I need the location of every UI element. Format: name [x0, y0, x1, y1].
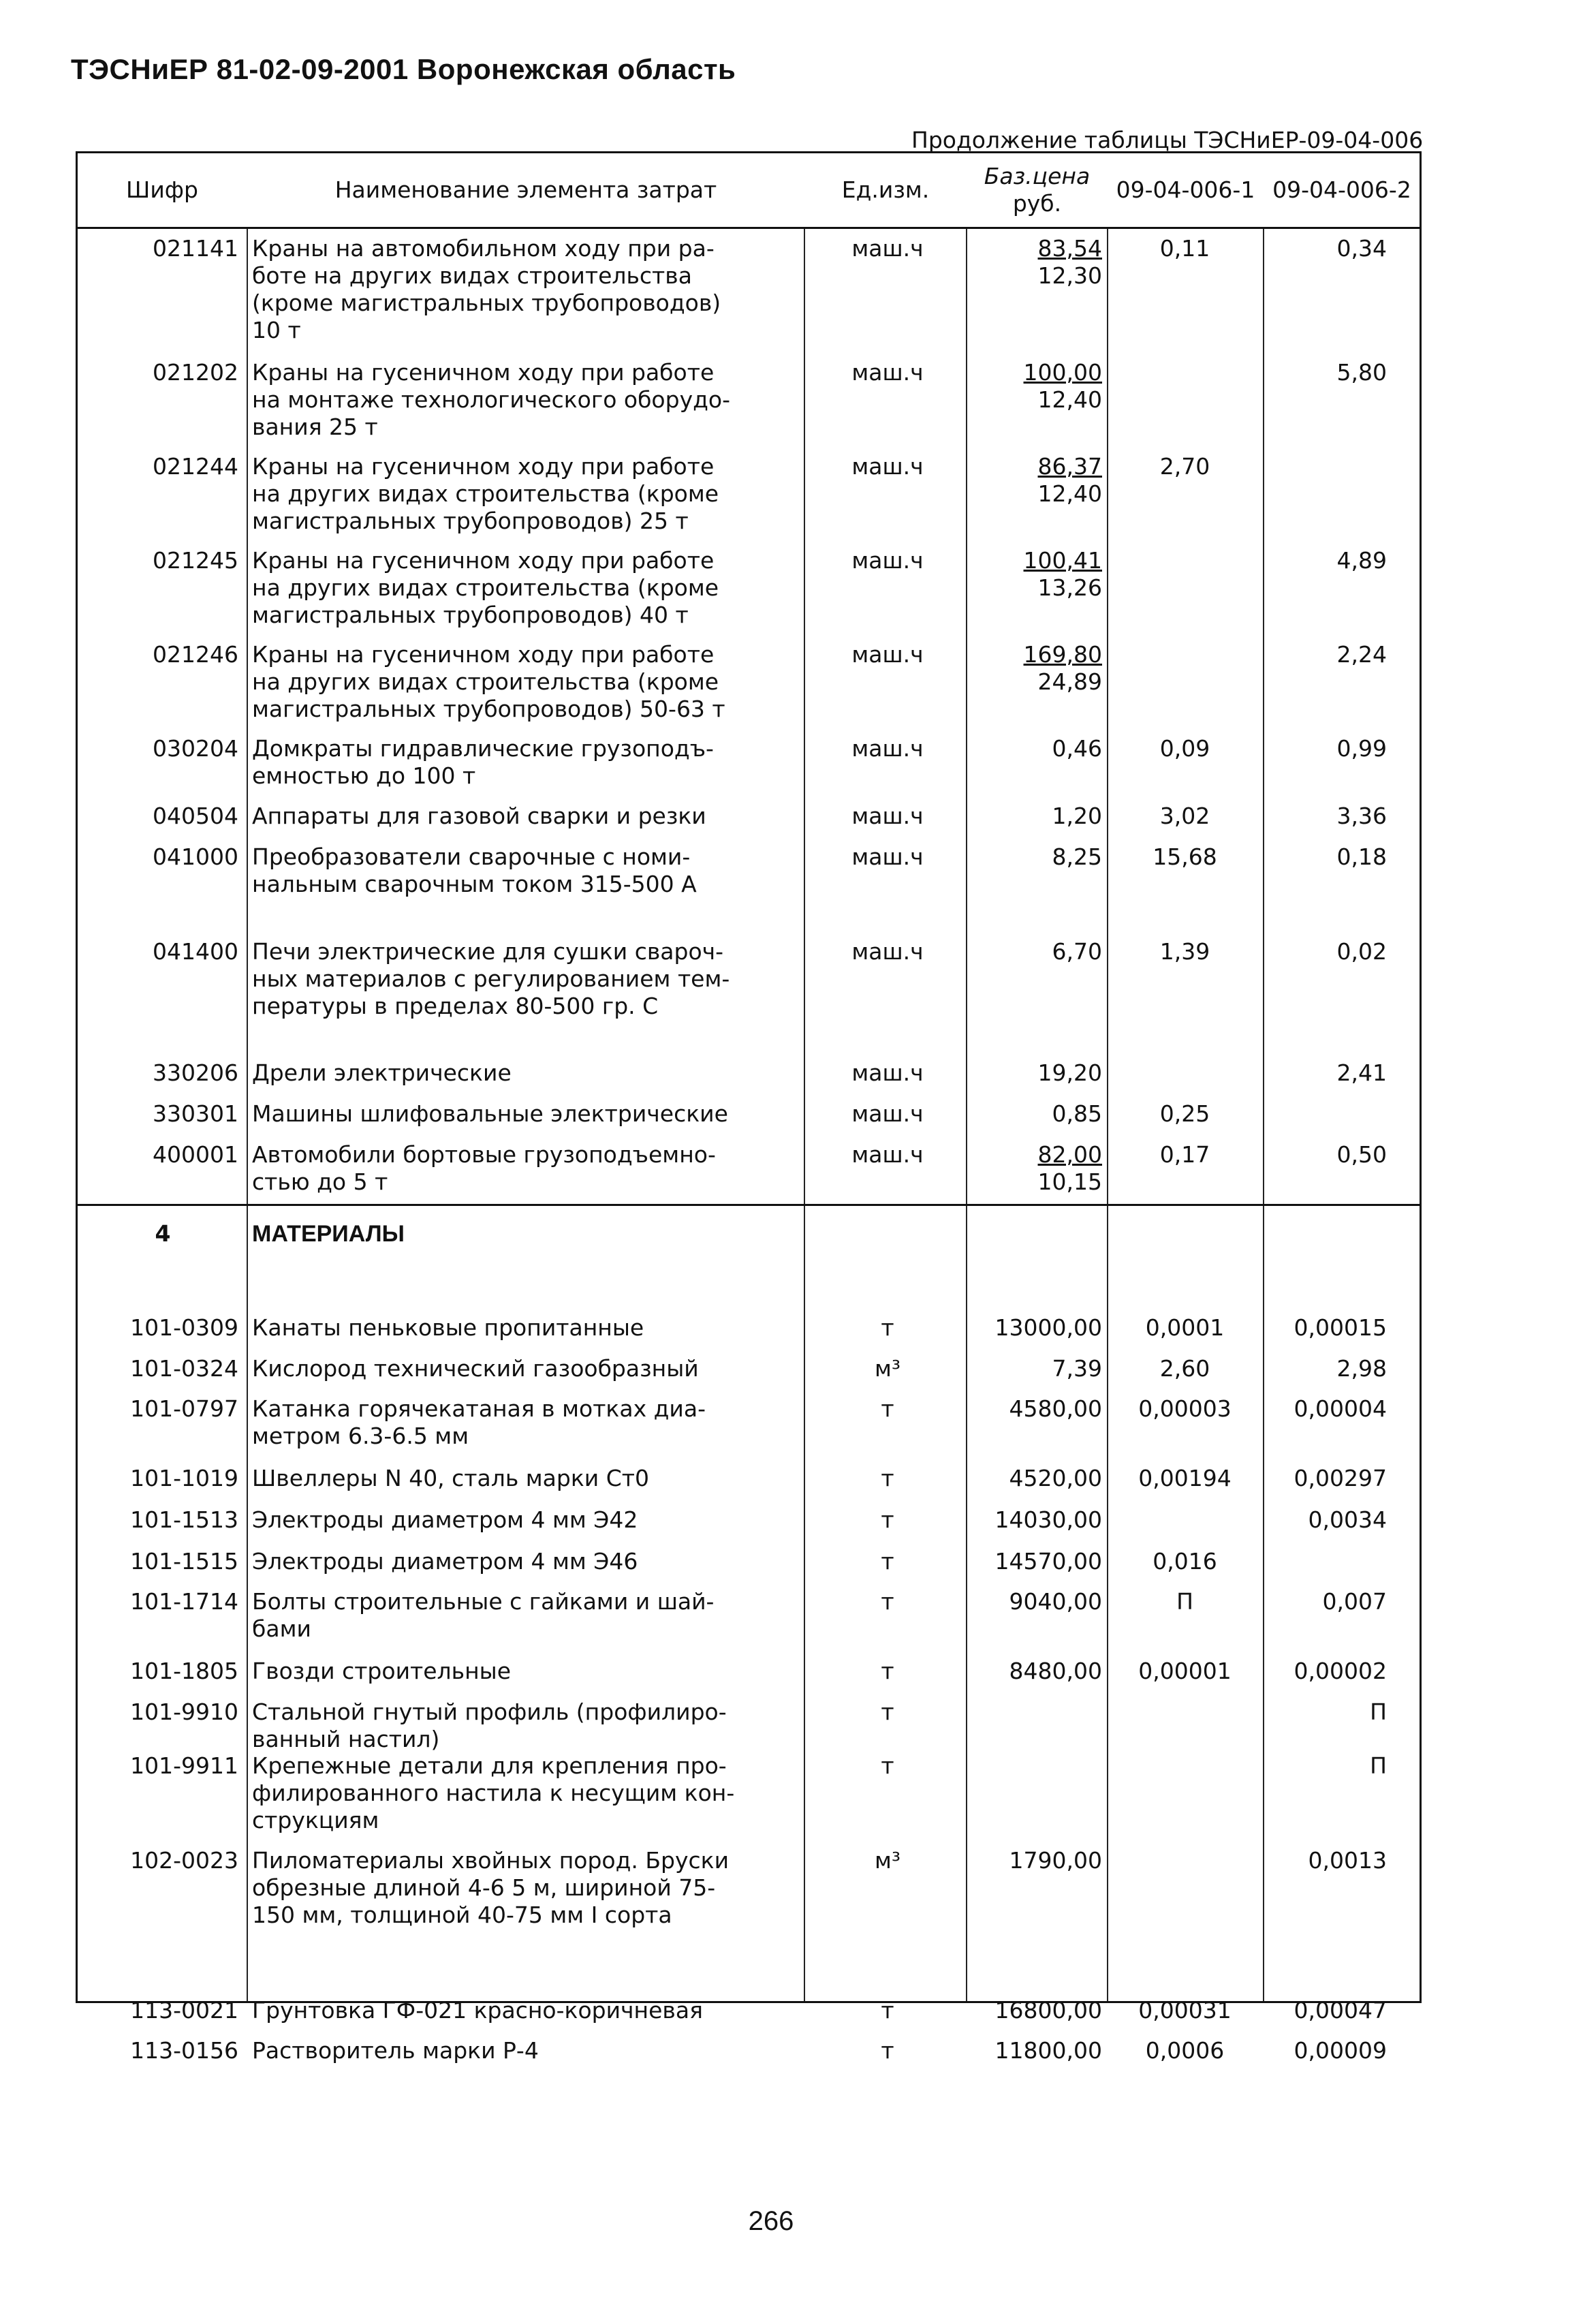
row-value-col1: 0,25 [1159, 1100, 1210, 1127]
row-unit: маш.ч [851, 735, 924, 762]
row-price-base: 14030,00 [994, 1506, 1102, 1533]
row-value-col1: П [1176, 1588, 1193, 1615]
row-name [252, 1847, 804, 1929]
row-code: 101-1805 [130, 1658, 238, 1684]
row-value-col1: 2,70 [1159, 453, 1210, 480]
row-price [963, 843, 1102, 871]
row-name [252, 1100, 804, 1128]
row-code: 021244 [153, 453, 238, 480]
row-value-col2: 0,00004 [1294, 1395, 1387, 1422]
row-value-col1: 0,00031 [1138, 1997, 1232, 2024]
row-name-line: (кроме магистральных трубопроводов) [252, 290, 721, 316]
row-value-col2: 4,89 [1336, 547, 1387, 574]
row-price [963, 1100, 1102, 1128]
row-name-line: емностью до 100 т [252, 762, 476, 789]
row-unit: маш.ч [851, 843, 924, 870]
row-price [963, 1548, 1102, 1575]
row-price [963, 547, 1102, 602]
row-name-line: нальным сварочным током 315-500 А [252, 871, 697, 897]
row-name [252, 641, 804, 723]
header-name: Наименование элемента затрат [334, 176, 717, 203]
row-name-line: на других видах строительства (кроме [252, 480, 719, 507]
row-value-col2: 0,00002 [1294, 1658, 1387, 1684]
row-price [963, 1997, 1102, 2024]
row-price [963, 641, 1102, 696]
row-code: 021246 [153, 641, 238, 668]
row-unit: т [881, 1465, 894, 1491]
row-name-line: магистральных трубопроводов) 25 т [252, 508, 689, 534]
row-name-line: Болты строительные с гайками и шай- [252, 1588, 715, 1615]
row-value-col1: 3,02 [1159, 803, 1210, 829]
row-price-base: 100,41 [1023, 547, 1102, 574]
row-name-line: Электроды диаметром 4 мм Э46 [252, 1548, 638, 1575]
row-value-col2: 0,00009 [1294, 2037, 1387, 2064]
row-code: 400001 [153, 1141, 238, 1168]
row-price-base: 14570,00 [994, 1548, 1102, 1575]
row-value-col2: 0,00047 [1294, 1997, 1387, 2024]
row-unit: маш.ч [851, 453, 924, 480]
row-price-wage: 10,15 [1037, 1168, 1102, 1195]
row-price [963, 1355, 1102, 1382]
row-price [963, 2037, 1102, 2064]
column-divider [247, 153, 248, 2001]
row-name-line: Краны на гусеничном ходу при работе [252, 359, 715, 386]
row-price-base: 7,39 [1052, 1355, 1102, 1382]
row-name-line: Домкраты гидравлические грузоподъ- [252, 735, 714, 762]
row-name-line: Пиломатериалы хвойных пород. Бруски [252, 1847, 730, 1874]
row-value-col2: 0,50 [1336, 1141, 1387, 1168]
row-price-base: 0,85 [1052, 1100, 1102, 1127]
row-price [963, 803, 1102, 830]
row-name-line: магистральных трубопроводов) 50-63 т [252, 696, 725, 722]
row-name-line: метром 6.3-6.5 мм [252, 1423, 469, 1449]
row-value-col2: 2,98 [1336, 1355, 1387, 1382]
row-unit: м³ [874, 1355, 901, 1382]
row-unit: т [881, 2037, 894, 2064]
row-name [252, 1658, 804, 1685]
row-price-base: 4580,00 [1009, 1395, 1102, 1422]
row-name-line: Швеллеры N 40, сталь марки Ст0 [252, 1465, 649, 1491]
row-code: 101-1513 [130, 1506, 238, 1533]
row-name-line: Канаты пеньковые пропитанные [252, 1314, 644, 1341]
row-name [252, 1699, 804, 1753]
row-unit: маш.ч [851, 803, 924, 829]
row-code: 101-1019 [130, 1465, 238, 1491]
header-price-line1: Баз.цена [984, 163, 1091, 189]
row-value-col2: П [1370, 1699, 1387, 1725]
row-name [252, 1997, 804, 2024]
row-code: 021141 [153, 235, 238, 262]
row-name-line: Машины шлифовальные электрические [252, 1100, 728, 1127]
row-code: 101-0324 [130, 1355, 238, 1382]
row-code: 030204 [153, 735, 238, 762]
row-name-line: ванный настил) [252, 1726, 440, 1752]
row-code: 102-0023 [130, 1847, 238, 1874]
row-unit: маш.ч [851, 1059, 924, 1086]
section-code: 4 [155, 1220, 171, 1247]
row-code: 021202 [153, 359, 238, 386]
row-code: 101-0309 [130, 1314, 238, 1341]
row-name-line: Катанка горячекатаная в мотках диа- [252, 1395, 706, 1422]
row-price [963, 453, 1102, 508]
row-name-line: Краны на автомобильном ходу при ра- [252, 235, 715, 262]
row-value-col2: 2,24 [1336, 641, 1387, 668]
row-name-line: Крепежные детали для крепления про- [252, 1752, 727, 1779]
row-name-line: на других видах строительства (кроме [252, 574, 719, 601]
row-code: 040504 [153, 803, 238, 829]
row-name [252, 1395, 804, 1450]
row-name-line: Стальной гнутый профиль (профилиро- [252, 1699, 727, 1725]
row-name-line: ных материалов с регулированием тем- [252, 965, 730, 992]
header-price-line2: руб. [1012, 190, 1062, 217]
row-code: 101-1515 [130, 1548, 238, 1575]
document-title: ТЭСНиЕР 81-02-09-2001 Воронежская область [71, 53, 736, 85]
row-value-col2: 0,007 [1322, 1588, 1387, 1615]
row-price [963, 1059, 1102, 1087]
row-price [963, 938, 1102, 965]
table-continuation-caption: Продолжение таблицы ТЭСНиЕР-09-04-006 [911, 127, 1424, 153]
row-value-col1: 1,39 [1159, 938, 1210, 965]
header-col2: 09-04-006-2 [1272, 176, 1411, 203]
row-value-col1: 0,00001 [1138, 1658, 1232, 1684]
row-value-col1: 0,09 [1159, 735, 1210, 762]
row-unit: т [881, 1658, 894, 1684]
row-price-wage: 24,89 [1037, 668, 1102, 695]
column-divider [1107, 153, 1108, 2001]
row-name [252, 735, 804, 790]
row-unit: маш.ч [851, 547, 924, 574]
row-name [252, 938, 804, 1020]
row-price-base: 100,00 [1023, 359, 1102, 386]
row-unit: т [881, 1997, 894, 2024]
row-value-col1: 2,60 [1159, 1355, 1210, 1382]
row-value-col2: 0,0013 [1308, 1847, 1387, 1874]
row-code: 041400 [153, 938, 238, 965]
row-price-wage: 12,40 [1037, 480, 1102, 507]
row-name [252, 1506, 804, 1534]
row-price [963, 359, 1102, 414]
row-price [963, 1314, 1102, 1342]
row-name-line: филированного настила к несущим кон- [252, 1780, 735, 1806]
row-name-line: Аппараты для газовой сварки и резки [252, 803, 706, 829]
row-unit: т [881, 1506, 894, 1533]
row-name-line: Преобразователи сварочные с номи- [252, 843, 691, 870]
row-price-base: 0,46 [1052, 735, 1102, 762]
row-name [252, 803, 804, 830]
row-code: 330206 [153, 1059, 238, 1086]
column-divider [804, 153, 805, 2001]
table-header [78, 153, 1420, 229]
row-unit: т [881, 1588, 894, 1615]
row-code: 041000 [153, 843, 238, 870]
row-name-line: Дрели электрические [252, 1059, 512, 1086]
row-value-col1: 0,0006 [1145, 2037, 1225, 2064]
row-price-base: 19,20 [1037, 1059, 1102, 1086]
row-price [963, 1847, 1102, 1874]
row-price-base: 82,00 [1037, 1141, 1102, 1168]
row-name [252, 1355, 804, 1382]
row-price [963, 1465, 1102, 1492]
row-name [252, 453, 804, 535]
row-unit: маш.ч [851, 1141, 924, 1168]
row-name-line: вания 25 т [252, 414, 378, 440]
row-value-col2: 0,18 [1336, 843, 1387, 870]
row-code: 021245 [153, 547, 238, 574]
row-name [252, 235, 804, 344]
row-price [963, 1506, 1102, 1534]
row-price-base: 86,37 [1037, 453, 1102, 480]
row-name-line: на монтаже технологического оборудо- [252, 386, 731, 413]
header-price [967, 153, 1107, 227]
row-price-base: 8480,00 [1009, 1658, 1102, 1684]
row-name-line: Автомобили бортовые грузоподъемно- [252, 1141, 716, 1168]
row-name-line: пературы в пределах 80-500 гр. С [252, 993, 659, 1019]
row-value-col1: 0,11 [1159, 235, 1210, 262]
row-code: 101-1714 [130, 1588, 238, 1615]
row-name-line: магистральных трубопроводов) 40 т [252, 602, 689, 628]
row-price-wage: 13,26 [1037, 574, 1102, 601]
row-name-line: 150 мм, толщиной 40-75 мм I сорта [252, 1902, 672, 1928]
row-name [252, 1141, 804, 1196]
row-price-base: 6,70 [1052, 938, 1102, 965]
row-name-line: Электроды диаметром 4 мм Э42 [252, 1506, 638, 1533]
row-price-wage: 12,30 [1037, 262, 1102, 289]
row-unit: маш.ч [851, 359, 924, 386]
header-unit: Ед.изм. [841, 176, 930, 203]
row-code: 101-0797 [130, 1395, 238, 1422]
row-value-col1: 0,0001 [1145, 1314, 1225, 1341]
row-value-col2: 0,00297 [1294, 1465, 1387, 1491]
row-name-line: стью до 5 т [252, 1168, 388, 1195]
row-name-line: Кислород технический газообразный [252, 1355, 699, 1382]
row-price-base: 169,80 [1023, 641, 1102, 668]
row-price-base: 4520,00 [1009, 1465, 1102, 1491]
row-unit: т [881, 1699, 894, 1725]
column-divider [1263, 153, 1264, 2001]
section-title: МАТЕРИАЛЫ [252, 1221, 405, 1247]
row-price [963, 1588, 1102, 1615]
row-name-line: обрезные длиной 4-6 5 м, шириной 75- [252, 1874, 716, 1901]
row-name [252, 547, 804, 629]
row-value-col2: 2,41 [1336, 1059, 1387, 1086]
header-col1: 09-04-006-1 [1116, 176, 1255, 203]
row-unit: м³ [874, 1847, 901, 1874]
row-name-line: Краны на гусеничном ходу при работе [252, 547, 715, 574]
row-value-col2: П [1370, 1752, 1387, 1779]
row-unit: т [881, 1314, 894, 1341]
page-number: 266 [748, 2206, 794, 2236]
row-price-wage: 12,40 [1037, 386, 1102, 413]
row-price-base: 9040,00 [1009, 1588, 1102, 1615]
row-price-base: 1790,00 [1009, 1847, 1102, 1874]
row-value-col2: 0,34 [1336, 235, 1387, 262]
row-name-line: Грунтовка ГФ-021 красно-коричневая [252, 1997, 703, 2024]
row-name [252, 1465, 804, 1492]
row-unit: маш.ч [851, 1100, 924, 1127]
row-code: 101-9910 [130, 1699, 238, 1725]
row-unit: т [881, 1548, 894, 1575]
row-name [252, 2037, 804, 2064]
row-code: 330301 [153, 1100, 238, 1127]
row-value-col2: 0,0034 [1308, 1506, 1387, 1533]
section-divider [78, 1204, 1420, 1206]
row-name [252, 843, 804, 898]
row-price [963, 735, 1102, 762]
row-name [252, 1588, 804, 1643]
row-name-line: бами [252, 1615, 311, 1642]
row-price [963, 235, 1102, 290]
row-unit: маш.ч [851, 235, 924, 262]
row-price [963, 1395, 1102, 1423]
row-name-line: на других видах строительства (кроме [252, 668, 719, 695]
row-value-col2: 0,00015 [1294, 1314, 1387, 1341]
cost-table [76, 151, 1422, 2064]
row-name-line: Гвозди строительные [252, 1658, 512, 1684]
row-unit: т [881, 1752, 894, 1779]
row-name [252, 1314, 804, 1342]
row-name-line: Растворитель марки Р-4 [252, 2037, 539, 2064]
row-value-col1: 0,00194 [1138, 1465, 1232, 1491]
row-unit: маш.ч [851, 641, 924, 668]
row-price-base: 83,54 [1037, 235, 1102, 262]
row-value-col2: 5,80 [1336, 359, 1387, 386]
row-value-col1: 0,016 [1153, 1548, 1217, 1575]
row-name-line: боте на других видах строительства [252, 262, 692, 289]
row-value-col2: 0,99 [1336, 735, 1387, 762]
row-code: 113-0021 [130, 1997, 238, 2024]
row-value-col1: 15,68 [1153, 843, 1217, 870]
row-name-line: Краны на гусеничном ходу при работе [252, 641, 715, 668]
row-name [252, 1548, 804, 1575]
row-value-col2: 3,36 [1336, 803, 1387, 829]
row-unit: т [881, 1395, 894, 1422]
row-price-base: 11800,00 [994, 2037, 1102, 2064]
row-price-base: 1,20 [1052, 803, 1102, 829]
row-unit: маш.ч [851, 938, 924, 965]
row-value-col2: 0,02 [1336, 938, 1387, 965]
header-code: Шифр [126, 176, 198, 203]
row-price [963, 1658, 1102, 1685]
row-name [252, 1752, 804, 1834]
row-name-line: Краны на гусеничном ходу при работе [252, 453, 715, 480]
row-value-col1: 0,00003 [1138, 1395, 1232, 1422]
row-price-base: 16800,00 [994, 1997, 1102, 2024]
row-price-base: 8,25 [1052, 843, 1102, 870]
row-name-line: Печи электрические для сушки свароч- [252, 938, 724, 965]
row-price [963, 1141, 1102, 1196]
row-price-base: 13000,00 [994, 1314, 1102, 1341]
row-name-line: струкциям [252, 1807, 379, 1833]
row-code: 113-0156 [130, 2037, 238, 2064]
row-name [252, 1059, 804, 1087]
row-value-col1: 0,17 [1159, 1141, 1210, 1168]
row-name-line: 10 т [252, 317, 301, 343]
row-code: 101-9911 [130, 1752, 238, 1779]
row-name [252, 359, 804, 441]
